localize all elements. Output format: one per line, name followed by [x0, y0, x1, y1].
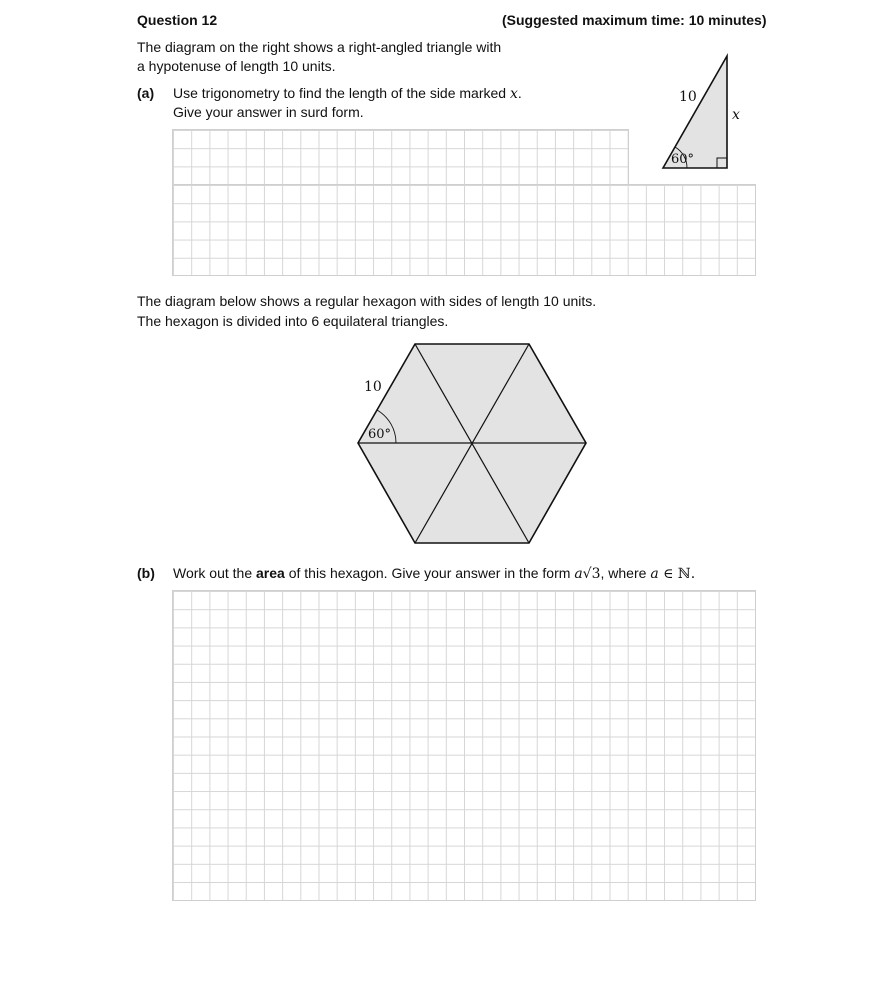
part-b-prompt: [173, 565, 695, 582]
hexagon-side-label: 10: [364, 379, 382, 395]
triangle-side-x-label: x: [732, 107, 740, 123]
question-number: Question 12: [137, 12, 218, 28]
suggested-time: (Suggested maximum time: 10 minutes): [502, 12, 767, 28]
answer-grid-b[interactable]: [172, 590, 756, 901]
right-triangle-diagram: [655, 50, 765, 175]
part-a-prompt: [173, 85, 522, 102]
answer-grid-a-bottom[interactable]: [172, 184, 756, 276]
part-a-label: (a): [137, 85, 155, 101]
part-b-label: (b): [137, 565, 155, 581]
intro-line-1: The diagram on the right shows a right-angled triangle with: [137, 39, 502, 55]
part-b-text-2: of this hexagon. Give your answer in the form: [284, 565, 575, 581]
part-b-form-root: √3: [582, 566, 601, 582]
part-a-period: .: [517, 85, 522, 101]
hexagon-angle-label: 60°: [368, 427, 392, 442]
part-b-text-3: , where: [600, 565, 651, 581]
hexagon-intro-line-1: The diagram below shows a regular hexagon with sides of length 10 units.: [137, 293, 597, 309]
part-b-bold-area: area: [256, 565, 285, 581]
triangle-angle-label: 60°: [671, 152, 695, 167]
part-b-natural-numbers: ∈ ℕ.: [658, 566, 696, 582]
intro-line-2: a hypotenuse of length 10 units.: [137, 58, 336, 74]
part-a-instruction: Give your answer in surd form.: [173, 104, 364, 120]
part-b-var-a: a: [650, 566, 659, 582]
part-a-variable: x: [509, 86, 518, 102]
answer-grid-a-top[interactable]: [172, 129, 629, 185]
part-b-form-a: a: [574, 566, 583, 582]
part-a-text: Use trigonometry to find the length of the side marked: [173, 85, 510, 101]
triangle-hypotenuse-label: 10: [679, 89, 697, 105]
part-b-text-1: Work out the: [173, 565, 257, 581]
hexagon-intro-line-2: The hexagon is divided into 6 equilateral triangles.: [137, 313, 449, 329]
hexagon-diagram: [350, 336, 595, 552]
